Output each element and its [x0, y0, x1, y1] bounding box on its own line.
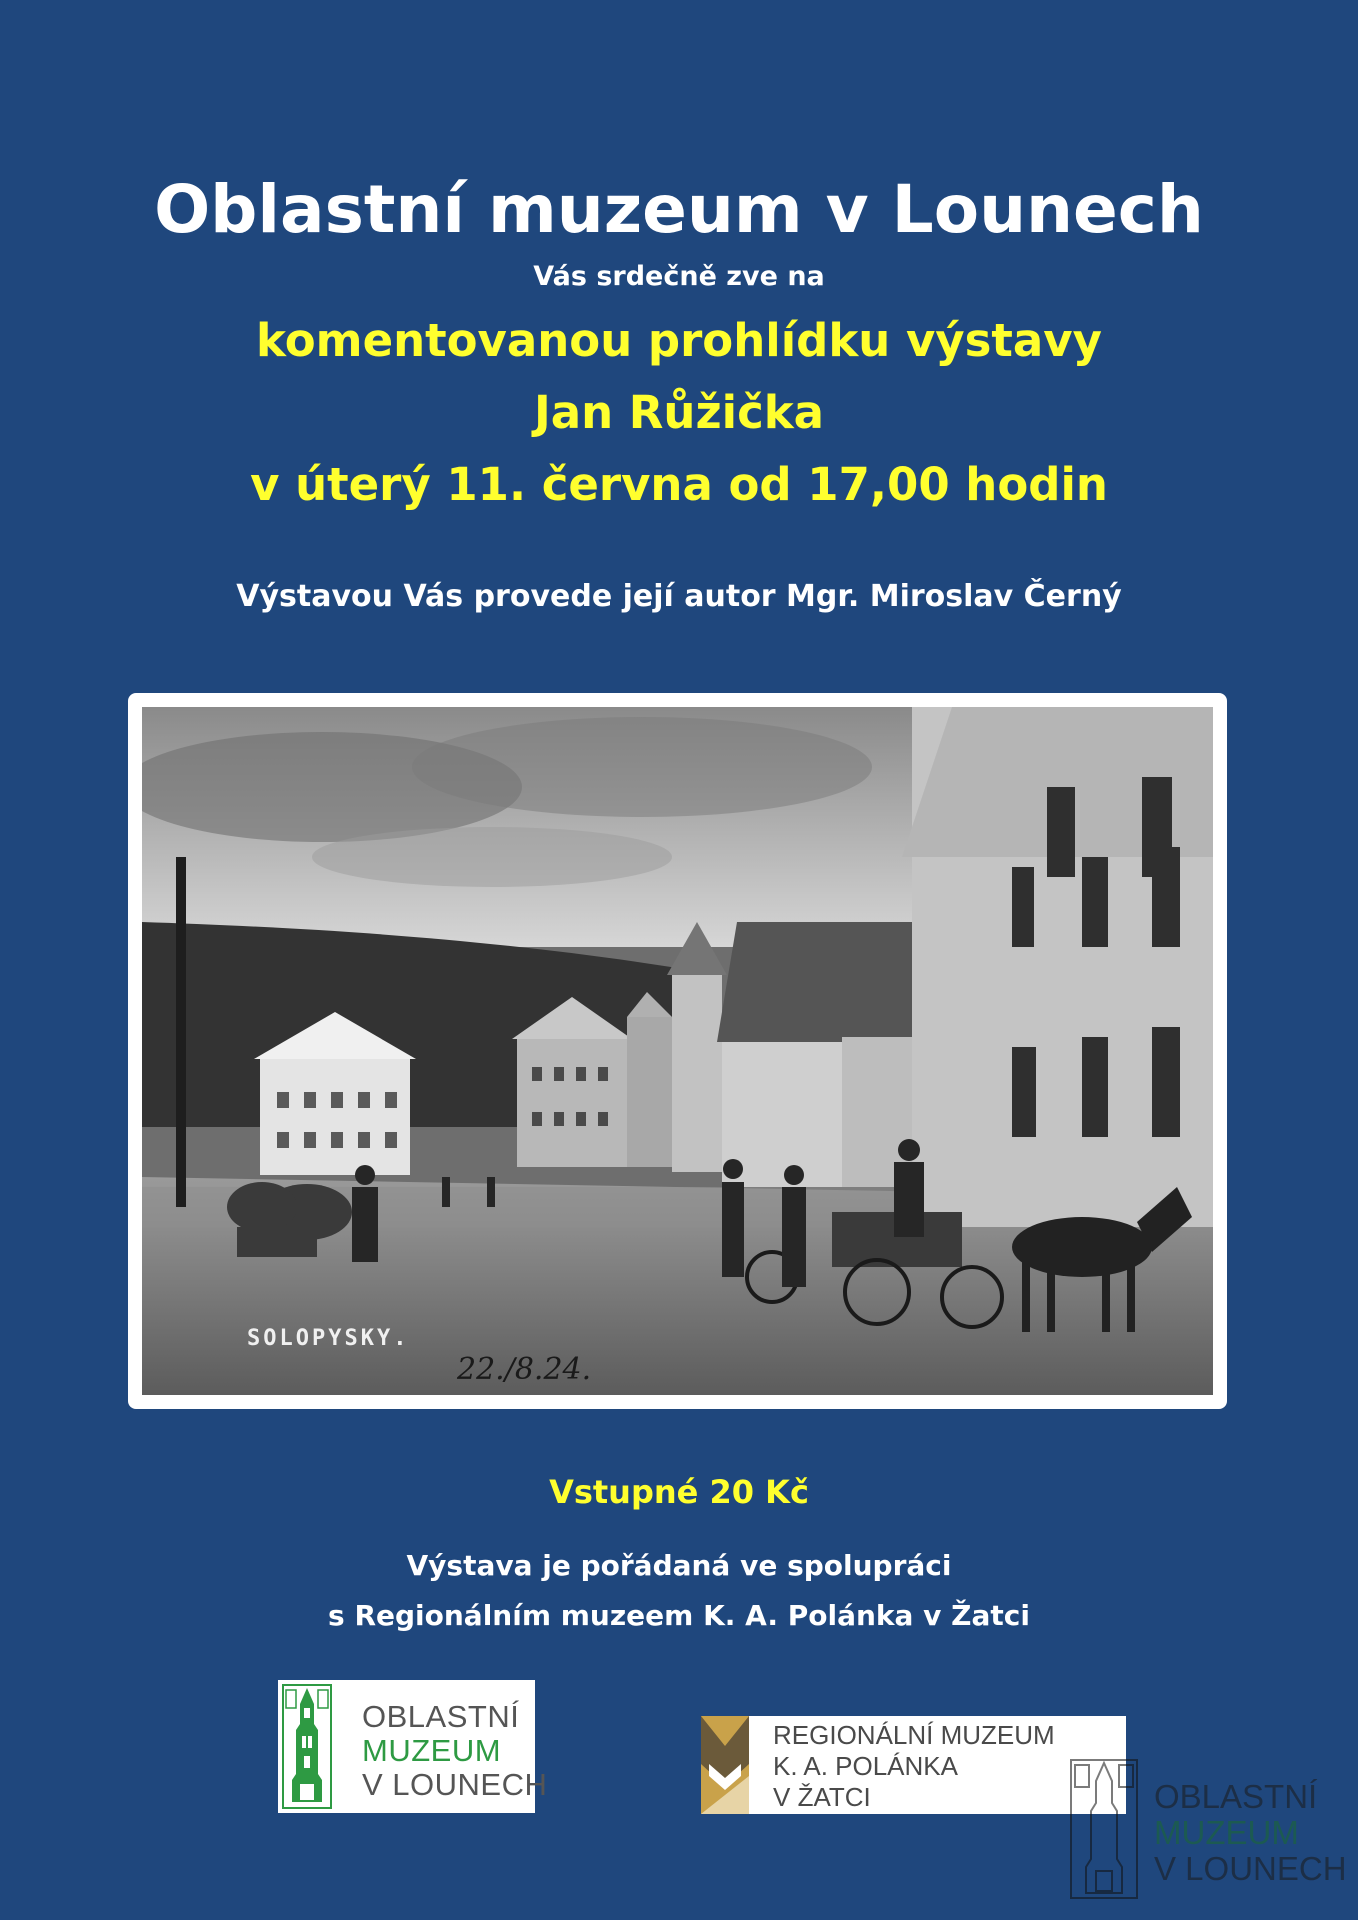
- exhibition-name: Jan Růžička: [533, 386, 825, 439]
- page-title: Oblastní muzeum v Lounech: [154, 171, 1204, 248]
- watermark-line-2: MUZEUM: [1154, 1814, 1299, 1851]
- cooperation-line-2: s Regionálním muzeem K. A. Polánka v Žatci: [328, 1599, 1030, 1632]
- regionalni-logo-line-2: K. A. POLÁNKA: [773, 1751, 958, 1781]
- invitation-text: Vás srdečně zve na: [533, 261, 825, 292]
- tower-emblem-icon: [1070, 1759, 1138, 1899]
- oblastni-muzeum-logo: [278, 1680, 548, 1813]
- oblastni-logo-line-3: V LOUNECH: [362, 1767, 548, 1802]
- regionalni-muzeum-logo: [701, 1716, 1126, 1814]
- watermark-line-3: V LOUNECH: [1154, 1850, 1347, 1887]
- event-type: komentovanou prohlídku výstavy: [256, 314, 1102, 367]
- photo-frame: [128, 693, 1227, 1409]
- event-date-time: v úterý 11. června od 17,00 hodin: [250, 458, 1108, 511]
- oblastni-logo-line-2: MUZEUM: [362, 1733, 502, 1768]
- guide-text: Výstavou Vás provede její autor Mgr. Miroslav Černý: [236, 579, 1122, 614]
- photo-caption-date: 22./8.24.: [457, 1352, 592, 1387]
- watermark-line-1: OBLASTNÍ: [1154, 1778, 1318, 1815]
- photo-caption-place: SOLOPYSKY.: [247, 1326, 410, 1351]
- historic-village-photo: [142, 707, 1213, 1395]
- regionalni-logo-line-3: V ŽATCI: [773, 1782, 871, 1812]
- watermark-logo: [1066, 1755, 1358, 1920]
- tower-emblem-icon: [282, 1684, 332, 1809]
- regionalni-logo-line-1: REGIONÁLNÍ MUZEUM: [773, 1720, 1055, 1750]
- cooperation-line-1: Výstava je pořádaná ve spolupráci: [406, 1549, 952, 1582]
- regional-museum-mark-icon: [701, 1716, 749, 1814]
- oblastni-logo-line-1: OBLASTNÍ: [362, 1699, 520, 1734]
- admission-fee: Vstupné 20 Kč: [549, 1473, 809, 1511]
